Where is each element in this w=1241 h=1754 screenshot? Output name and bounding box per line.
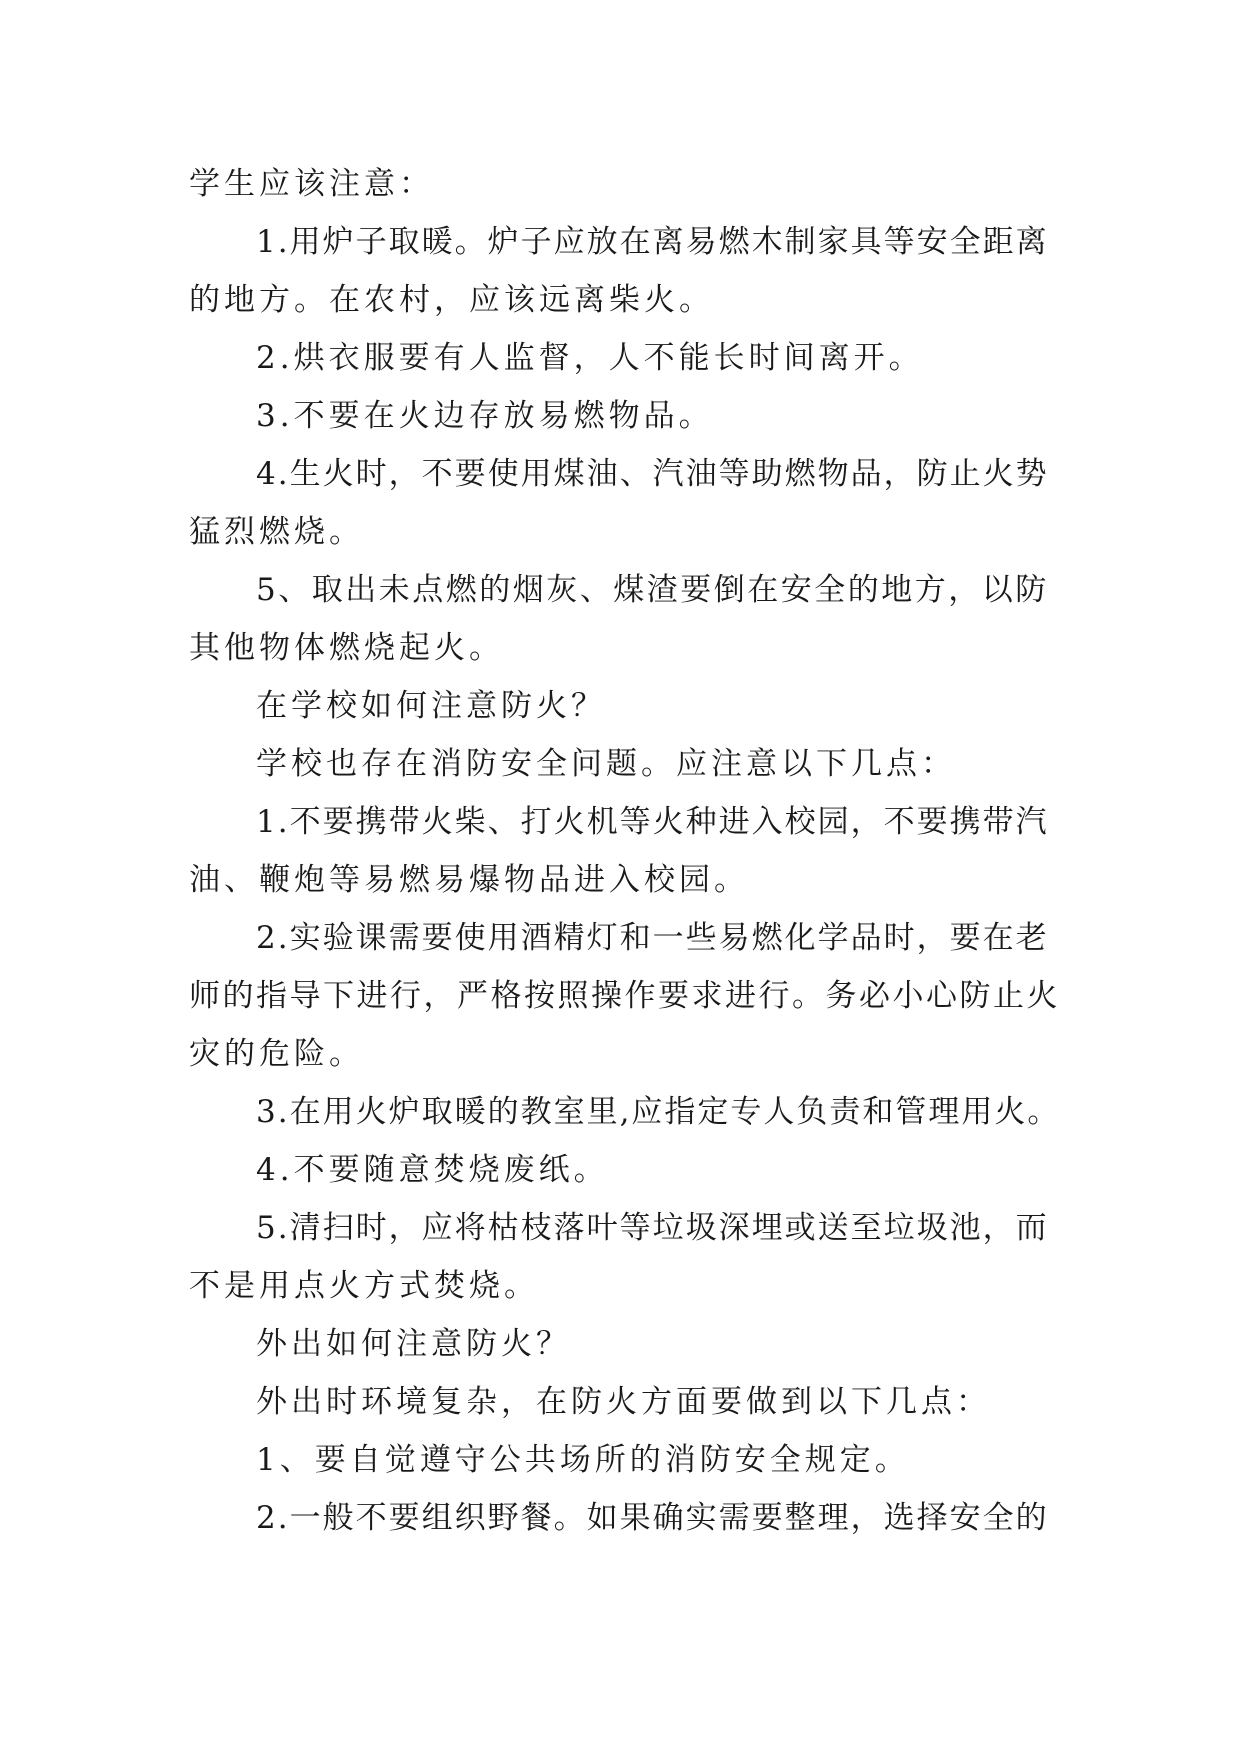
text-line: 4.生火时，不要使用煤油、汽油等助燃物品，防止火势 — [256, 456, 1049, 492]
text-line: 2.实验课需要使用酒精灯和一些易燃化学品时，要在老 — [256, 920, 1049, 956]
section-heading: 在学校如何注意防火？ — [256, 688, 606, 724]
text-line: 师的指导下进行，严格按照操作要求进行。务必小心防止火 — [189, 978, 1060, 1014]
text-line: 5、取出未点燃的烟灰、煤渣要倒在安全的地方，以防 — [256, 572, 1049, 608]
section-heading: 外出如何注意防火？ — [256, 1326, 571, 1362]
text-line: 的地方。在农村，应该远离柴火。 — [189, 282, 714, 318]
text-line: 1.不要携带火柴、打火机等火种进入校园，不要携带汽 — [256, 804, 1049, 840]
text-line: 学校也存在消防安全问题。应注意以下几点： — [256, 746, 956, 782]
text-line: 1.用炉子取暖。炉子应放在离易燃木制家具等安全距离 — [256, 224, 1049, 260]
text-line: 3.在用火炉取暖的教室里,应指定专人负责和管理用火。 — [256, 1094, 1061, 1130]
text-line: 5.清扫时，应将枯枝落叶等垃圾深埋或送至垃圾池，而 — [256, 1210, 1049, 1246]
text-line: 其他物体燃烧起火。 — [189, 630, 504, 666]
text-line: 学生应该注意： — [189, 166, 434, 202]
text-line: 3.不要在火边存放易燃物品。 — [256, 398, 714, 434]
text-line: 1、要自觉遵守公共场所的消防安全规定。 — [256, 1442, 910, 1478]
text-line: 外出时环境复杂，在防火方面要做到以下几点： — [256, 1384, 991, 1420]
text-line: 灾的危险。 — [189, 1036, 364, 1072]
text-line: 油、鞭炮等易燃易爆物品进入校园。 — [189, 862, 749, 898]
text-line: 猛烈燃烧。 — [189, 514, 364, 550]
text-line: 4.不要随意焚烧废纸。 — [256, 1152, 609, 1188]
text-line: 不是用点火方式焚烧。 — [189, 1268, 539, 1304]
text-line: 2.烘衣服要有人监督，人不能长时间离开。 — [256, 340, 924, 376]
text-line: 2.一般不要组织野餐。如果确实需要整理，选择安全的 — [256, 1500, 1049, 1536]
